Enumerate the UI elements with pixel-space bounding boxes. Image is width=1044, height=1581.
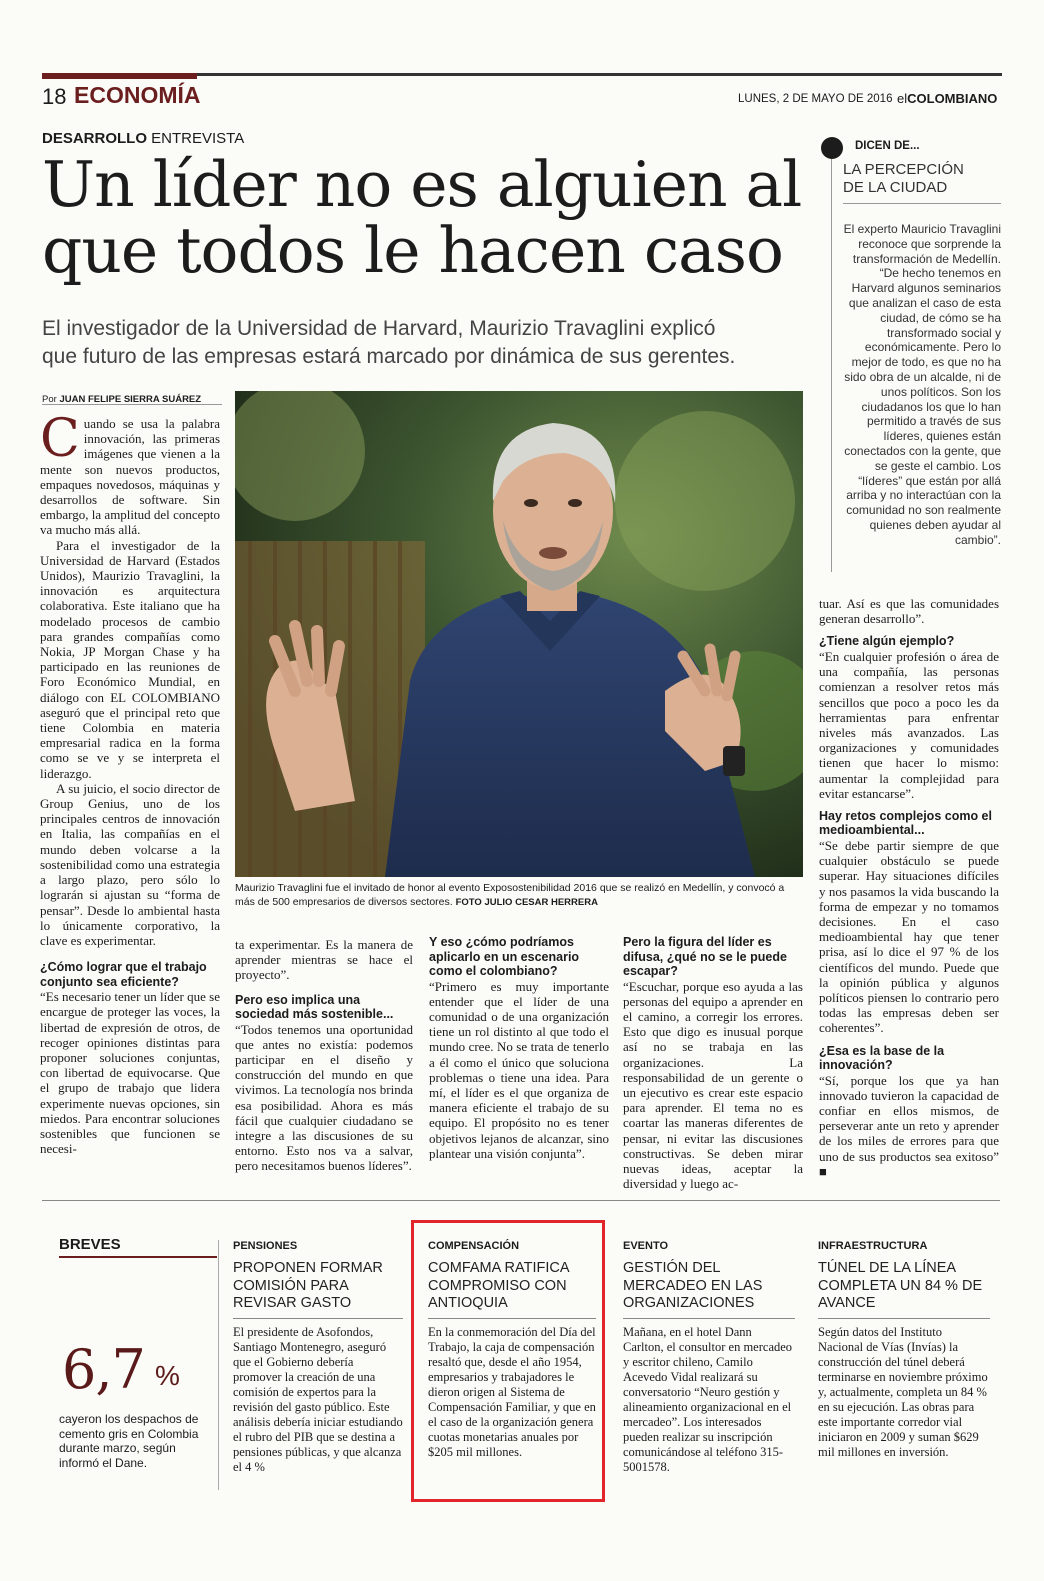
sidebar-label: DICEN DE... bbox=[855, 140, 920, 152]
brief-category: INFRAESTRUCTURA bbox=[818, 1240, 928, 1252]
figure-text: cayeron los despachos de cemento gris en Colombia durante marzo, según informó el Dane. bbox=[59, 1412, 199, 1470]
end-mark: ■ bbox=[819, 1163, 827, 1179]
photo-credit: FOTO JULIO CESAR HERRERA bbox=[455, 897, 598, 908]
headline bbox=[42, 148, 802, 287]
article-column-1 bbox=[40, 409, 220, 1157]
interview-answer: “Primero es muy importante entender que el líder de una comunidad o de una organización tiene un rol distinto al que todo el mundo cree. No se trata de tenerlo a él como el único que soluciona problemas o tiene una idea. Para mí, el líder es el que organiza de manera eficiente el trabajo de su equipo. El propósito no es tener objetivos lejanos de alcanzar, sino plantear una visión conjunta”. bbox=[429, 978, 609, 1161]
article-column-4 bbox=[623, 935, 803, 1191]
interview-question: ¿Cómo lograr que el trabajo conjunto sea eficiente? bbox=[40, 960, 207, 989]
sidebar-title-line-2: DE LA CIUDAD bbox=[843, 179, 948, 196]
interview-answer: “Escuchar, porque eso ayuda a las personas del equipo a aprender en el camino, a corregir los errores. Esto que digo es inusual porque así no se trabaja en las organizaciones. La responsabilidad de un gerente o un ejecutivo es crear este espacio para aprender. El tema no es coartar las maneras diferentes de pensar, ni evitar las discusiones constructivas. Se deben mirar nuevas ideas, aceptar la diversidad y luego ac- bbox=[623, 978, 803, 1192]
interview-answer: “En cualquier profesión o área de una compañía, las personas comienzan a resolver retos más sencillos que poco a poco les da herramientas para enfrentar niveles más avanzados. Las organizaciones y comunidades tienen que hacer lo mismo: aumentar la complejidad para evitar estancarse”. bbox=[819, 648, 999, 801]
sidebar-text: El experto Mauricio Travaglini reconoce que sorprende la transformación de Medellín. “De hecho tenemos en Harvard algunos seminarios que analizan el caso de esta ciudad, de cómo se ha transformado social y económicamente. Pero lo mejor de todo, es que no ha sido obra de un alcalde, ni de unos políticos. Son los ciudadanos los que lo han permitido a través de sus líderes, quienes están conectados con la gente, que se geste el cambio. Los “líderes” que están por allá arriba y no interactúan con la comunidad no son realmente quienes deben ayudar al cambio”. bbox=[843, 222, 1001, 547]
brief-divider bbox=[218, 1240, 219, 1490]
interview-question: ¿Esa es la base de la innovación? bbox=[819, 1043, 945, 1073]
brief-title: GESTIÓN DEL MERCADEO EN LAS ORGANIZACIONES bbox=[623, 1260, 763, 1311]
brief-rule bbox=[428, 1318, 596, 1319]
interview-question: ¿Tiene algún ejemplo? bbox=[819, 634, 955, 649]
page-number: 18 bbox=[42, 84, 67, 109]
brief-body: En la conmemoración del Día del Trabajo, la caja de compensación resaltó que, desde el año 1954, empresarios y trabajadores le dieron origen al Sistema de Compensación Familiar, y que en el caso de la organización genera cuotas monetarias anuales por $205 mil millones. bbox=[428, 1325, 596, 1459]
breves-rule bbox=[59, 1256, 217, 1258]
brief-title: PROPONEN FORMAR COMISIÓN PARA REVISAR GASTO bbox=[233, 1260, 383, 1311]
sidebar-title-line-1: LA PERCEPCIÓN bbox=[843, 161, 964, 178]
newspaper-prefix: el bbox=[897, 91, 908, 106]
headline-line-2: que todos le hacen caso bbox=[42, 214, 783, 287]
interview-question: Pero eso implica una sociedad más sostenible... bbox=[235, 992, 394, 1022]
interview-answer: “Se debe partir siempre de que cualquier obstáculo se puede superar. Hay situaciones difíciles y nos pasamos la vida buscando la forma de empezar y no tomamos decisiones. En el caso medioambiental hay que tener prisa, así lo dice el 97 % de los científicos del mundo. Puede que la opinión pública y algunos políticos piensen lo contrario pero todas las empresas deben ser coherentes”. bbox=[819, 837, 999, 1036]
brief-body: Según datos del Instituto Nacional de Vías (Invías) la construcción del túnel deberá terminarse en noviembre próximo y, actualmente, completa un 84 % en su ejecución. Las obras para este importante corredor vial iniciaron en 2009 y suman $629 mil millones en inversión. bbox=[818, 1325, 988, 1459]
sidebar-divider bbox=[843, 203, 1001, 204]
brief-title: TÚNEL DE LA LÍNEA COMPLETA UN 84 % DE AVANCE bbox=[818, 1260, 983, 1311]
sidebar-title bbox=[843, 161, 964, 197]
article-column-2 bbox=[235, 937, 413, 1174]
portrait-photo-illustration bbox=[235, 391, 803, 877]
article-paragraph: A su juicio, el socio director de Group Genius, uno de los principales centros de innovación en Italia, las compañías en el mundo deben volcarse a la sostenibilidad como una estrategia a largo plazo, pero sólo lo lograrán si ajustan su “forma de pensar”. Desde lo ambiental hasta lo únicamente corporativo, la clave es experimentar. bbox=[40, 780, 220, 948]
brief-category: EVENTO bbox=[623, 1240, 669, 1252]
brief-category: COMPENSACIÓN bbox=[428, 1240, 520, 1252]
answer-text: “Sí, porque los que ya han innovado tuvieron la capacidad de confiar en ellos mismos, de perseverar ante un reto y aprender de los miles de errores para que uno de sus productos sea exitoso” bbox=[819, 1072, 999, 1164]
caption-text: Maurizio Travaglini fue el invitado de honor al evento Exposostenibilidad 2016 que se realizó en Medellín, y convocó a más de 500 empresarios de diversos sectores. bbox=[235, 882, 785, 908]
breves-title: BREVES bbox=[59, 1236, 121, 1253]
article-photo bbox=[235, 391, 803, 877]
paragraph-text: uando se usa la palabra innovación, las primeras imágenes que vienen a la mente son nuevos productos, empaques novedosos, máquinas y desarrollos de software. Sin embargo, la amplitud del concepto va mucho más allá. bbox=[40, 416, 220, 538]
kicker-topic: DESARROLLO bbox=[42, 130, 147, 147]
interview-answer: “Es necesario tener un líder que se encargue de proteger las voces, la libertad de expresión de otros, de recoger opiniones distintas para proponer soluciones conjuntas, con libertad de equivocarse. Que el grupo de trabajo que lidera experimente nuevas opciones, sin miedos. Para encontrar soluciones sostenibles que funcionen se necesi- bbox=[40, 989, 220, 1157]
article-paragraph: Para el investigador de la Universidad de Harvard (Estados Unidos), Maurizio Travaglini, la innovación es arquitectura colaborativa. Este italiano que ha modelado procesos de cambio para grandes compañías como Nokia, JP Morgan Chase y ha participado en las reuniones de Foro Económico Mundial, en diálogo con EL COLOMBIANO aseguró que el principal reto que tiene Colombia en materia empresarial radica en la forma como se ve y se interpreta el liderazgo. bbox=[40, 537, 220, 781]
article-kicker bbox=[42, 130, 244, 147]
article-column-5 bbox=[819, 596, 999, 1179]
quote-bubble-icon bbox=[821, 137, 843, 159]
byline-author: JUAN FELIPE SIERRA SUÁREZ bbox=[59, 394, 202, 405]
article-paragraph: ta experimentar. Es la manera de aprender mientras se hace el proyecto”. bbox=[235, 937, 413, 983]
section-color-bar bbox=[42, 73, 197, 79]
brief-title: COMFAMA RATIFICA COMPROMISO CON ANTIOQUIA bbox=[428, 1260, 569, 1311]
brief-body: Mañana, en el hotel Dann Carlton, el consultor en mercadeo y escritor chileno, Camilo Acevedo Vidal realizará su conversatorio “Neuro gestión y alineamiento organizacional en el mercadeo”. Los interesados pueden realizar su inscripción comunicándose al teléfono 315-5001578. bbox=[623, 1325, 793, 1474]
brief-category: PENSIONES bbox=[233, 1240, 298, 1252]
interview-question: Pero la figura del líder es difusa, ¿qué no se le puede escapar? bbox=[623, 935, 787, 978]
publication-date: LUNES, 2 DE MAYO DE 2016 bbox=[738, 93, 893, 105]
newspaper-name bbox=[897, 91, 997, 106]
brief-rule bbox=[623, 1318, 795, 1319]
brief-rule bbox=[233, 1318, 403, 1319]
deck-line-1: El investigador de la Universidad de Harvard, Maurizio Travaglini explicó bbox=[42, 317, 716, 340]
interview-answer bbox=[819, 1073, 999, 1179]
newspaper-title: COLOMBIANO bbox=[907, 91, 998, 106]
article-paragraph bbox=[40, 409, 220, 538]
drop-cap: C bbox=[40, 409, 80, 469]
interview-answer: “Todos tenemos una oportunidad que antes no existía: podemos participar en el diseño y construcción del mundo en que vivimos. La tecnología nos brinda esa posibilidad. Ahora es más fácil que cualquier ciudadano se integre a las discusiones de su entorno. Esto nos va a salvar, pero necesitamos buenos líderes”. bbox=[235, 1021, 413, 1174]
sidebar-rule bbox=[831, 159, 832, 572]
byline bbox=[42, 394, 201, 405]
interview-question: Y eso ¿cómo podríamos aplicarlo en un escenario como el colombiano? bbox=[429, 935, 580, 978]
kicker-type: ENTREVISTA bbox=[151, 130, 245, 147]
interview-question: Hay retos complejos como el medioambiental... bbox=[819, 808, 992, 838]
article-paragraph: tuar. Así es que las comunidades generan desarrollo”. bbox=[819, 596, 999, 627]
deck-line-2: que futuro de las empresas estará marcado por dinámica de sus gerentes. bbox=[42, 345, 736, 368]
article-deck bbox=[42, 315, 802, 371]
byline-prefix: Por bbox=[42, 394, 57, 405]
photo-caption bbox=[235, 881, 803, 910]
article-column-3 bbox=[429, 935, 609, 1161]
headline-line-1: Un líder no es alguien al bbox=[42, 148, 802, 221]
brief-body: El presidente de Asofondos, Santiago Montenegro, aseguró que el Gobierno debería promover la creación de una comisión de expertos para la revisión del gasto público. Este análisis debería iniciar estudiando el rubro del PIB que se destina a pensiones públicas, y que alcanza el 4 % bbox=[233, 1325, 403, 1474]
figure-unit: % bbox=[155, 1360, 180, 1391]
figure-number: 6,7 bbox=[62, 1338, 145, 1401]
section-name: ECONOMÍA bbox=[74, 82, 201, 108]
section-separator bbox=[42, 1200, 1000, 1201]
brief-rule bbox=[818, 1318, 990, 1319]
